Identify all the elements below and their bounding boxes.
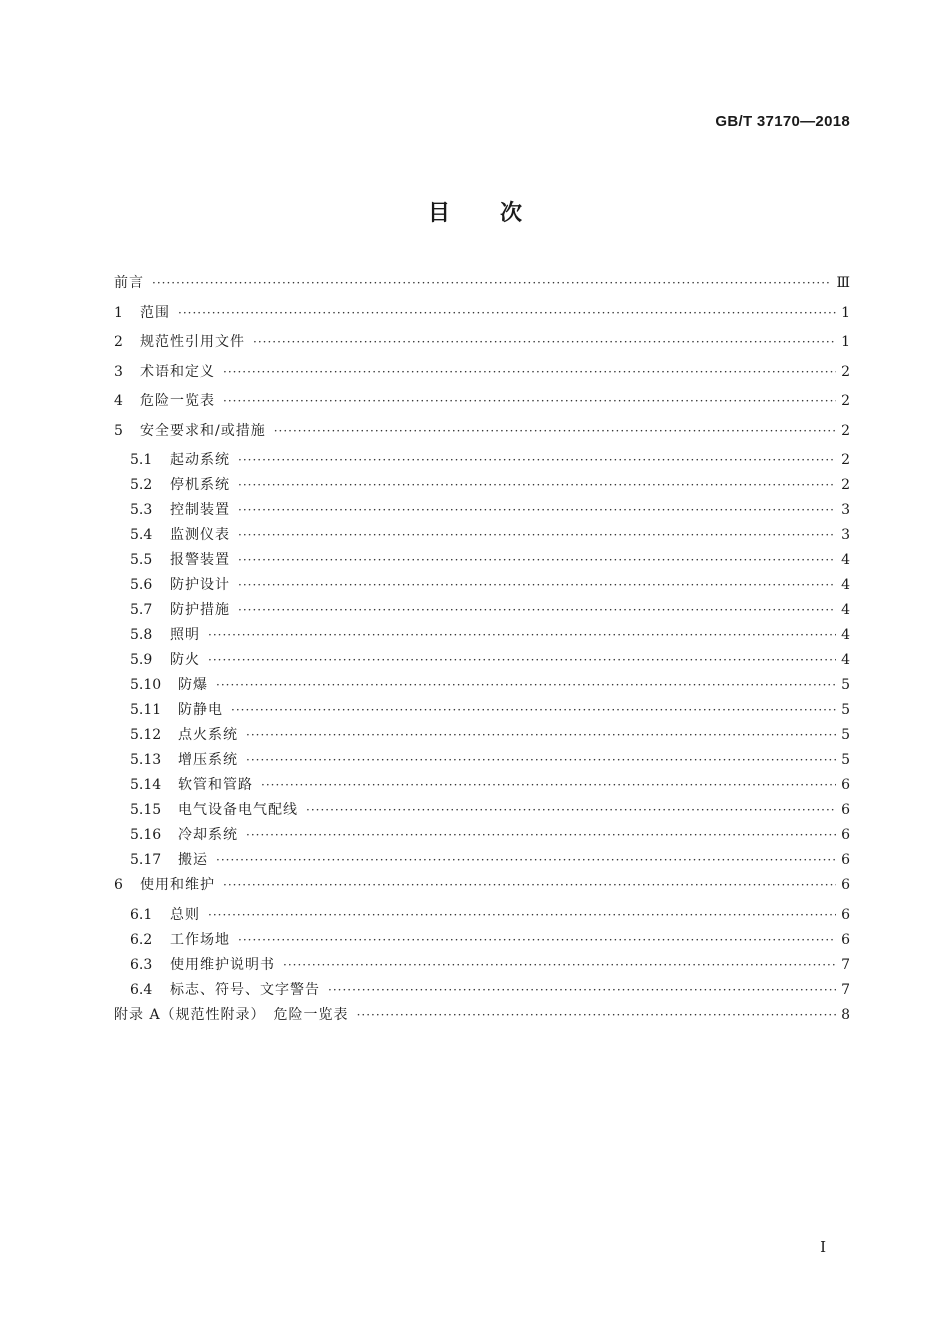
toc-entry-label: 前言	[114, 275, 144, 291]
toc-entry-number: 6.4	[130, 981, 153, 998]
toc-entry-page: 4	[841, 652, 850, 668]
toc-entry-number: 6.3	[130, 956, 153, 973]
toc-dot-leader	[238, 528, 836, 542]
toc-dot-leader	[238, 553, 836, 567]
toc-entry[interactable]	[114, 954, 850, 979]
toc-dot-leader	[246, 753, 836, 767]
toc-entry-label: 电气设备电气配线	[178, 802, 298, 818]
toc-dot-leader	[216, 678, 836, 692]
toc-entry[interactable]	[114, 272, 850, 302]
toc-dot-leader	[208, 653, 836, 667]
toc-dot-leader	[357, 1008, 836, 1022]
toc-entry-page: 2	[841, 452, 850, 468]
toc-entry[interactable]	[114, 474, 850, 499]
toc-entry[interactable]	[114, 699, 850, 724]
toc-entry-page: 6	[841, 802, 850, 818]
toc-entry-page: 8	[841, 1006, 850, 1023]
toc-dot-leader	[238, 603, 836, 617]
toc-entry-page: 6	[841, 827, 850, 843]
toc-entry[interactable]	[114, 599, 850, 624]
toc-entry-label: 增压系统	[178, 752, 238, 768]
toc-entry-number: 1	[114, 304, 123, 321]
toc-entry-page: 3	[841, 527, 850, 543]
standard-code: GB/T 37170—2018	[715, 113, 850, 130]
toc-entry-label: 术语和定义	[140, 363, 215, 380]
toc-entry[interactable]	[114, 749, 850, 774]
toc-dot-leader	[223, 878, 836, 892]
toc-entry[interactable]	[114, 649, 850, 674]
toc-entry-number: 5.7	[130, 602, 153, 618]
toc-entry-number: 5.8	[130, 627, 153, 643]
toc-entry-number: 5	[114, 422, 123, 439]
toc-entry-page: Ⅲ	[836, 275, 850, 291]
toc-entry[interactable]	[114, 824, 850, 849]
toc-entry-page: 3	[841, 502, 850, 518]
toc-entry-number: 5.12	[130, 727, 162, 743]
toc-entry-label: 规范性引用文件	[140, 334, 245, 350]
toc-entry-page: 2	[841, 363, 850, 380]
toc-entry-label: 使用和维护	[140, 877, 215, 893]
toc-dot-leader	[246, 828, 836, 842]
toc-entry[interactable]	[114, 724, 850, 749]
toc-entry-label: 软管和管路	[178, 777, 253, 793]
toc-entry-label: 防护设计	[170, 577, 230, 593]
toc-entry-page: 7	[841, 956, 850, 973]
toc-entry-page: 7	[841, 981, 850, 998]
toc-dot-leader	[223, 394, 836, 408]
toc-entry-label: 报警装置	[170, 552, 230, 568]
toc-entry-page: 6	[841, 852, 850, 868]
toc-entry-number: 6	[114, 877, 123, 893]
toc-dot-leader	[238, 503, 836, 517]
toc-entry-label: 控制装置	[170, 502, 230, 518]
toc-entry-page: 5	[841, 677, 850, 693]
toc-entry-number: 6.2	[130, 931, 153, 948]
toc-dot-leader	[238, 933, 836, 947]
toc-dot-leader	[178, 306, 836, 320]
toc-entry[interactable]	[114, 390, 850, 420]
toc-entry-label: 防火	[170, 652, 200, 668]
toc-title: 目次	[427, 201, 572, 226]
toc-entry[interactable]	[114, 549, 850, 574]
toc-dot-leader	[231, 703, 836, 717]
toc-entry-label: 监测仪表	[170, 527, 230, 543]
toc-dot-leader	[306, 803, 836, 817]
toc-entry-number: 5.13	[130, 752, 162, 768]
toc-entry-page: 5	[841, 752, 850, 768]
toc-dot-leader	[208, 628, 836, 642]
toc-entry[interactable]	[114, 929, 850, 954]
toc-entry[interactable]	[114, 302, 850, 332]
toc-entry-page: 1	[841, 334, 850, 350]
toc-entry-number: 4	[114, 393, 123, 409]
toc-entry-label: 搬运	[178, 852, 208, 868]
toc-entry-number: 5.6	[130, 577, 153, 593]
toc-entry[interactable]	[114, 799, 850, 824]
toc-entry[interactable]	[114, 774, 850, 799]
toc-entry-number: 5.2	[130, 477, 153, 493]
toc-entry-label: 照明	[170, 627, 200, 643]
toc-entry-number: 2	[114, 334, 123, 350]
toc-entry[interactable]	[114, 524, 850, 549]
toc-entry-page: 6	[841, 777, 850, 793]
toc-dot-leader	[283, 958, 836, 972]
toc-entry-label: 冷却系统	[178, 827, 238, 843]
toc-dot-leader	[152, 276, 832, 290]
toc-entry-page: 6	[841, 877, 850, 893]
toc-entry-label: 附录 A（规范性附录） 危险一览表	[114, 1006, 349, 1023]
toc-entry-number: 5.14	[130, 777, 162, 793]
toc-entry-label: 防爆	[178, 677, 208, 693]
toc-entry-page: 4	[841, 552, 850, 568]
toc-dot-leader	[253, 335, 836, 349]
toc-entry[interactable]	[114, 979, 850, 1004]
toc-entry[interactable]	[114, 904, 850, 929]
toc-entry[interactable]	[114, 874, 850, 904]
toc-dot-leader	[238, 478, 836, 492]
toc-entry-page: 4	[841, 627, 850, 643]
toc-entry[interactable]	[114, 361, 850, 391]
toc-entry-label: 总则	[170, 906, 200, 923]
toc-dot-leader	[238, 578, 836, 592]
toc-dot-leader	[208, 908, 836, 922]
toc-entry-label: 范围	[140, 304, 170, 321]
toc-entry-number: 5.1	[130, 452, 153, 468]
toc-entry-page: 2	[841, 477, 850, 493]
toc-entry-label: 点火系统	[178, 727, 238, 743]
toc-entry[interactable]	[114, 624, 850, 649]
toc-dot-leader	[274, 424, 836, 438]
toc-entry-label: 安全要求和/或措施	[140, 422, 266, 439]
toc-entry-number: 3	[114, 363, 123, 380]
toc-list	[114, 272, 850, 1033]
toc-dot-leader	[246, 728, 836, 742]
toc-entry-number: 5.15	[130, 802, 162, 818]
toc-entry-label: 危险一览表	[140, 393, 215, 409]
toc-entry[interactable]	[114, 674, 850, 699]
toc-entry-page: 5	[841, 702, 850, 718]
toc-entry-number: 5.4	[130, 527, 153, 543]
toc-entry-number: 5.11	[130, 702, 162, 718]
toc-entry[interactable]	[114, 1004, 850, 1034]
toc-entry-label: 起动系统	[170, 452, 230, 468]
toc-entry-page: 2	[841, 393, 850, 409]
toc-entry-label: 停机系统	[170, 477, 230, 493]
toc-dot-leader	[216, 853, 836, 867]
toc-dot-leader	[261, 778, 836, 792]
toc-entry-number: 5.9	[130, 652, 153, 668]
toc-entry-number: 5.5	[130, 552, 153, 568]
toc-entry-number: 5.16	[130, 827, 162, 843]
toc-dot-leader	[223, 365, 836, 379]
toc-entry-label: 防静电	[178, 702, 223, 718]
toc-entry-number: 5.10	[130, 677, 162, 693]
page-folio: Ⅰ	[820, 1238, 826, 1256]
toc-entry-page: 2	[841, 422, 850, 439]
toc-entry-page: 6	[841, 906, 850, 923]
toc-entry[interactable]	[114, 849, 850, 874]
toc-entry-page: 5	[841, 727, 850, 743]
toc-entry[interactable]	[114, 449, 850, 474]
toc-entry-number: 5.3	[130, 502, 153, 518]
toc-dot-leader	[328, 983, 836, 997]
toc-dot-leader	[238, 453, 836, 467]
toc-entry-page: 1	[841, 304, 850, 321]
toc-entry-page: 4	[841, 577, 850, 593]
toc-entry[interactable]	[114, 420, 850, 450]
toc-entry-label: 标志、符号、文字警告	[170, 981, 320, 998]
toc-entry[interactable]	[114, 574, 850, 599]
toc-entry[interactable]	[114, 499, 850, 524]
toc-entry-label: 工作场地	[170, 931, 230, 948]
toc-entry-page: 6	[841, 931, 850, 948]
toc-entry-number: 5.17	[130, 852, 162, 868]
toc-entry-label: 使用维护说明书	[170, 956, 275, 973]
toc-entry-page: 4	[841, 602, 850, 618]
toc-entry[interactable]	[114, 331, 850, 361]
toc-entry-label: 防护措施	[170, 602, 230, 618]
toc-entry-number: 6.1	[130, 906, 153, 923]
